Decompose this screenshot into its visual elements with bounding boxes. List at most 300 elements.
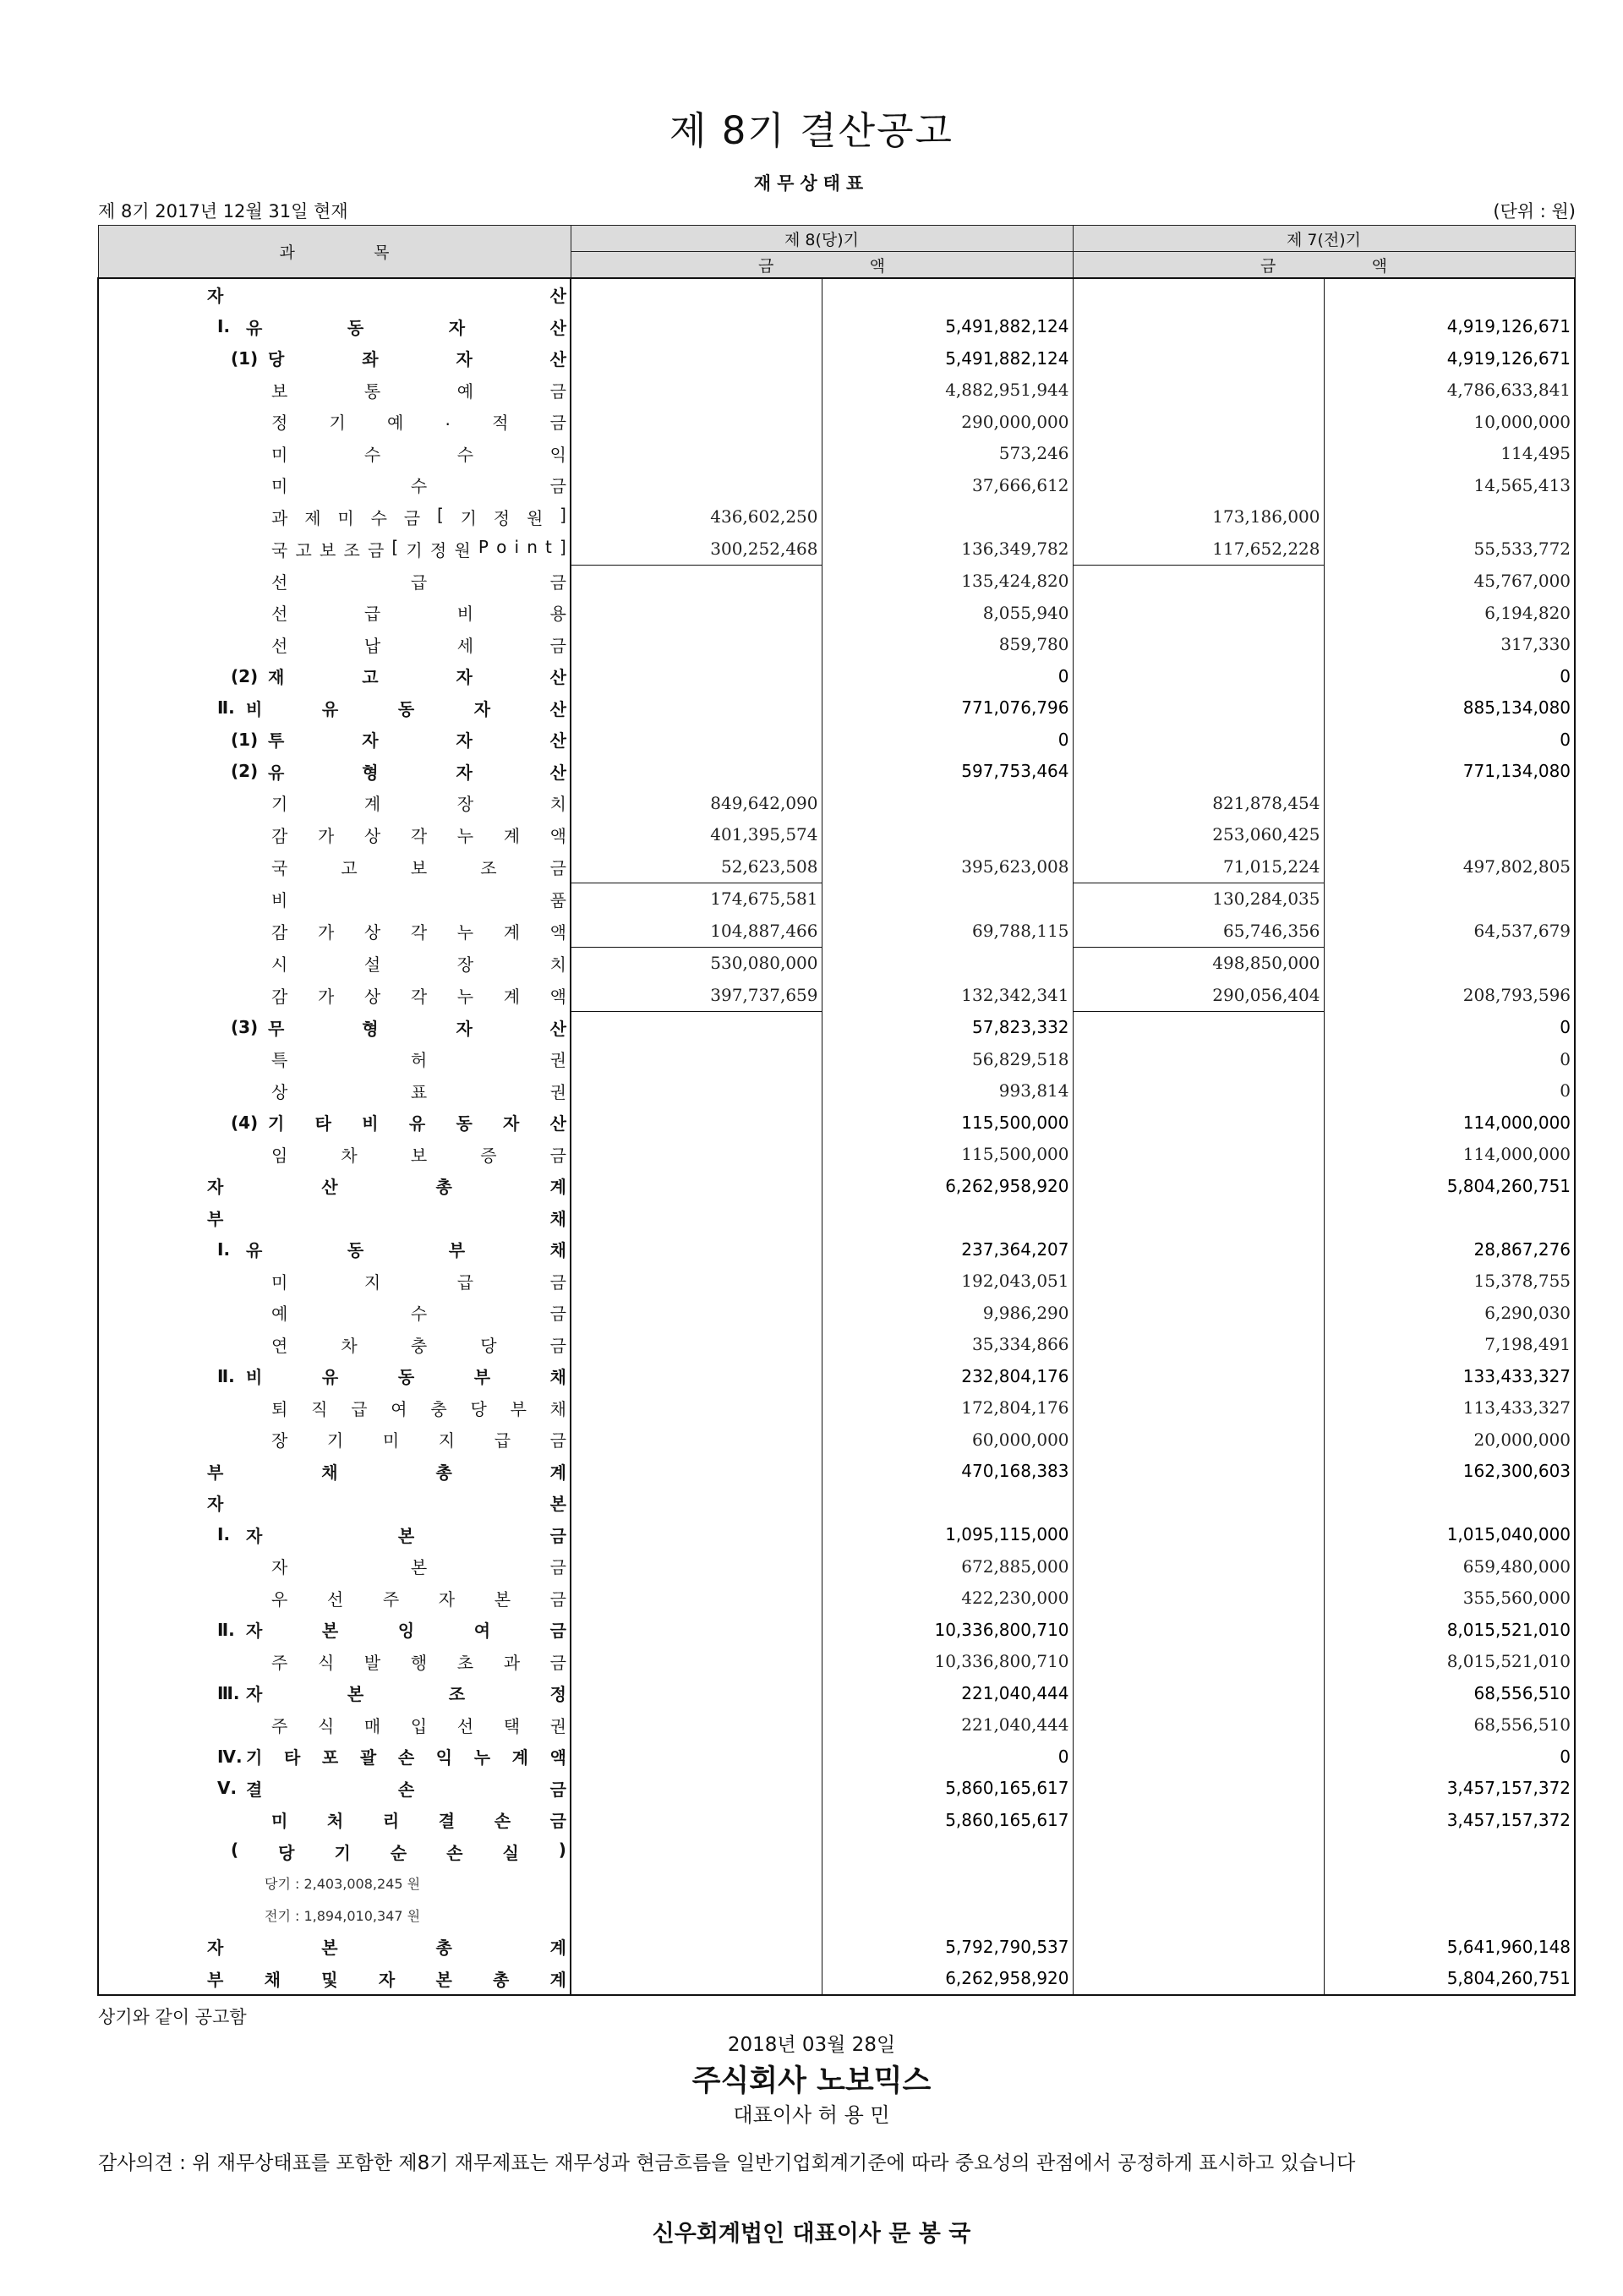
amount-cell (822, 787, 1073, 819)
amount-cell: 1,015,040,000 (1324, 1519, 1575, 1551)
table-row (98, 342, 1575, 374)
amount-cell: 133,433,327 (1324, 1360, 1575, 1392)
amount-cell (1073, 1043, 1324, 1075)
amount-cell: 28,867,276 (1324, 1233, 1575, 1266)
current-amount-header: 금 액 (571, 252, 1073, 279)
table-row (98, 915, 1575, 947)
row-label: (4) 기 타 비 유 동 자 산 (98, 1107, 571, 1139)
amount-cell: 4,786,633,841 (1324, 374, 1575, 407)
amount-cell (571, 1709, 822, 1741)
amount-cell: 221,040,444 (822, 1709, 1073, 1741)
amount-cell (571, 1867, 822, 1900)
current-period-header: 제 8(당)기 (571, 226, 1073, 252)
amount-cell (1073, 1550, 1324, 1583)
table-row (98, 501, 1575, 533)
row-label: 장 기 미 지 급 금 (98, 1424, 571, 1456)
amount-cell (1073, 1075, 1324, 1107)
amount-cell: 4,882,951,944 (822, 374, 1073, 407)
amount-cell: 573,246 (822, 438, 1073, 470)
row-label: Ⅰ. 자 본 금 (98, 1519, 571, 1551)
amount-cell: 135,424,820 (822, 565, 1073, 597)
amount-cell: 5,804,260,751 (1324, 1963, 1575, 1996)
amount-cell: 6,290,030 (1324, 1297, 1575, 1329)
amount-cell (822, 1867, 1073, 1900)
table-row (98, 1487, 1575, 1519)
amount-cell (571, 374, 822, 407)
table-row (98, 1170, 1575, 1202)
amount-cell (822, 1900, 1073, 1932)
amount-cell (1324, 947, 1575, 979)
amount-cell (1324, 1900, 1575, 1932)
row-label: 감 가 상 각 누 계 액 (98, 979, 571, 1011)
prior-amount-header: 금 액 (1073, 252, 1575, 279)
amount-cell (1073, 1646, 1324, 1678)
table-row (98, 1614, 1575, 1646)
table-row (98, 1963, 1575, 1996)
amount-cell (571, 565, 822, 597)
amount-cell (571, 1043, 822, 1075)
amount-cell: 232,804,176 (822, 1360, 1073, 1392)
amount-cell: 35,334,866 (822, 1329, 1073, 1361)
row-label: 연 차 충 당 금 (98, 1329, 571, 1361)
amount-cell (822, 501, 1073, 533)
table-row (98, 1773, 1575, 1805)
amount-cell: 397,737,659 (571, 979, 822, 1011)
amount-cell: 60,000,000 (822, 1424, 1073, 1456)
amount-cell (822, 1202, 1073, 1234)
table-row (98, 850, 1575, 883)
amount-cell (571, 469, 822, 501)
table-row (98, 565, 1575, 597)
amount-cell (571, 1139, 822, 1171)
amount-cell (1073, 1931, 1324, 1963)
amount-cell: 114,000,000 (1324, 1107, 1575, 1139)
amount-cell (571, 1329, 822, 1361)
row-label: 미 수 금 (98, 469, 571, 501)
row-label: (1) 투 자 자 산 (98, 724, 571, 756)
amount-cell (571, 1075, 822, 1107)
amount-cell: 14,565,413 (1324, 469, 1575, 501)
amount-cell (1073, 629, 1324, 661)
amount-cell (1324, 1202, 1575, 1234)
row-label: 미 처 리 결 손 금 (98, 1804, 571, 1836)
amount-cell (571, 724, 822, 756)
amount-cell (1073, 311, 1324, 343)
amount-cell: 10,000,000 (1324, 406, 1575, 438)
amount-cell: 672,885,000 (822, 1550, 1073, 1583)
table-row (98, 1075, 1575, 1107)
amount-cell (1324, 1836, 1575, 1868)
amount-cell: 395,623,008 (822, 850, 1073, 883)
table-row (98, 1836, 1575, 1868)
table-row (98, 1804, 1575, 1836)
amount-cell (571, 1550, 822, 1583)
amount-cell (571, 1677, 822, 1709)
row-label: 정 기 예 . 적 금 (98, 406, 571, 438)
amount-cell: 68,556,510 (1324, 1709, 1575, 1741)
table-row (98, 406, 1575, 438)
amount-cell: 130,284,035 (1073, 883, 1324, 915)
table-row (98, 692, 1575, 724)
amount-cell: 290,000,000 (822, 406, 1073, 438)
amount-cell (1073, 1392, 1324, 1424)
ceo-name: 대표이사 허 용 민 (733, 2103, 890, 2127)
table-row (98, 278, 1575, 311)
amount-cell (1073, 1202, 1324, 1234)
amount-cell (1073, 1233, 1324, 1266)
amount-cell (571, 1900, 822, 1932)
amount-cell: 5,860,165,617 (822, 1773, 1073, 1805)
amount-cell: 5,641,960,148 (1324, 1931, 1575, 1963)
table-row (98, 1392, 1575, 1424)
table-row (98, 1931, 1575, 1963)
amount-cell (1073, 692, 1324, 724)
table-row (98, 1043, 1575, 1075)
amount-cell: 7,198,491 (1324, 1329, 1575, 1361)
amount-cell: 114,000,000 (1324, 1139, 1575, 1171)
amount-cell (1073, 597, 1324, 629)
table-row (98, 1360, 1575, 1392)
row-label: (3) 무 형 자 산 (98, 1011, 571, 1043)
amount-cell (571, 1107, 822, 1139)
amount-cell: 57,823,332 (822, 1011, 1073, 1043)
amount-cell: 771,076,796 (822, 692, 1073, 724)
amount-cell: 771,134,080 (1324, 756, 1575, 788)
amount-cell (1073, 469, 1324, 501)
amount-cell (571, 1202, 822, 1234)
row-label: 주 식 발 행 초 과 금 (98, 1646, 571, 1678)
company-name: 주식회사 노보믹스 (691, 2064, 932, 2098)
table-row (98, 1233, 1575, 1266)
amount-cell (571, 1456, 822, 1488)
amount-cell (1073, 1424, 1324, 1456)
row-label: 특 허 권 (98, 1043, 571, 1075)
row-label: 시 설 장 치 (98, 947, 571, 979)
amount-cell (571, 1424, 822, 1456)
announcement-date: 2018년 03월 28일 (727, 2034, 896, 2056)
amount-cell (571, 1487, 822, 1519)
amount-cell: 6,262,958,920 (822, 1170, 1073, 1202)
row-label: 주 식 매 입 선 택 권 (98, 1709, 571, 1741)
amount-cell (1073, 1804, 1324, 1836)
audit-opinion: 감사의견 : 위 재무상태표를 포함한 제8기 재무제표는 재무성과 현금흐름을 일반기업회계기준에 따라 중요성의 관점에서 공정하게 표시하고 있습니다 (98, 2152, 1356, 2174)
row-label: 미 지 급 금 (98, 1266, 571, 1298)
table-row (98, 374, 1575, 407)
amount-cell: 821,878,454 (1073, 787, 1324, 819)
amount-cell: 498,850,000 (1073, 947, 1324, 979)
amount-cell (1073, 1867, 1324, 1900)
row-label: 우 선 주 자 본 금 (98, 1583, 571, 1615)
amount-cell (1073, 1170, 1324, 1202)
table-row (98, 1741, 1575, 1773)
amount-cell (571, 692, 822, 724)
amount-cell: 104,887,466 (571, 915, 822, 947)
row-label: 과 제 미 수 금 [ 기 정 원 ] (98, 501, 571, 533)
amount-cell: 1,095,115,000 (822, 1519, 1073, 1551)
amount-cell: 6,194,820 (1324, 597, 1575, 629)
amount-cell: 117,652,228 (1073, 533, 1324, 565)
amount-cell: 115,500,000 (822, 1107, 1073, 1139)
table-row (98, 1329, 1575, 1361)
amount-cell (1073, 406, 1324, 438)
amount-cell (1073, 1011, 1324, 1043)
row-label: 국 고 보 조 금 [ 기 정 원 P o i n t ] (98, 533, 571, 565)
table-row (98, 1107, 1575, 1139)
table-row (98, 660, 1575, 692)
amount-cell (571, 1297, 822, 1329)
amount-cell (571, 1963, 822, 1996)
row-label: 미 수 수 익 (98, 438, 571, 470)
amount-cell (1073, 1709, 1324, 1741)
amount-cell (571, 1266, 822, 1298)
amount-cell (1073, 1836, 1324, 1868)
row-label: 감 가 상 각 누 계 액 (98, 915, 571, 947)
amount-cell: 8,015,521,010 (1324, 1614, 1575, 1646)
amount-cell (571, 1804, 822, 1836)
amount-cell: 497,802,805 (1324, 850, 1575, 883)
row-label: 선 급 금 (98, 565, 571, 597)
row-label: Ⅰ. 유 동 부 채 (98, 1233, 571, 1266)
amount-cell (1073, 1456, 1324, 1488)
amount-cell (1073, 1583, 1324, 1615)
amount-cell: 174,675,581 (571, 883, 822, 915)
row-label: Ⅲ. 자 본 조 정 (98, 1677, 571, 1709)
amount-cell: 597,753,464 (822, 756, 1073, 788)
amount-cell (571, 1931, 822, 1963)
amount-cell: 0 (1324, 1011, 1575, 1043)
amount-cell (571, 1773, 822, 1805)
row-label: (2) 유 형 자 산 (98, 756, 571, 788)
auditor-name: 신우회계법인 대표이사 문 봉 국 (652, 2221, 971, 2247)
amount-cell: 885,134,080 (1324, 692, 1575, 724)
amount-cell (1073, 1487, 1324, 1519)
row-label: 자 본 (98, 1487, 571, 1519)
table-row (98, 1709, 1575, 1741)
table-row (98, 756, 1575, 788)
amount-cell: 55,533,772 (1324, 533, 1575, 565)
amount-cell (1324, 501, 1575, 533)
row-label: ( 당 기 순 손 실 ) (98, 1836, 571, 1868)
amount-cell: 5,491,882,124 (822, 342, 1073, 374)
amount-cell: 659,480,000 (1324, 1550, 1575, 1583)
announcement-note: 상기와 같이 공고함 (98, 2007, 247, 2027)
row-label: (1) 당 좌 자 산 (98, 342, 571, 374)
amount-cell: 136,349,782 (822, 533, 1073, 565)
row-label: Ⅱ. 비 유 동 부 채 (98, 1360, 571, 1392)
amount-cell: 993,814 (822, 1075, 1073, 1107)
row-label: 기 계 장 치 (98, 787, 571, 819)
amount-cell (1073, 1741, 1324, 1773)
amount-cell: 0 (1324, 1043, 1575, 1075)
table-row (98, 1867, 1575, 1900)
amount-cell (1324, 1867, 1575, 1900)
row-label: 부 채 (98, 1202, 571, 1234)
amount-cell: 5,491,882,124 (822, 311, 1073, 343)
amount-cell: 6,262,958,920 (822, 1963, 1073, 1996)
amount-cell: 317,330 (1324, 629, 1575, 661)
row-label: 선 급 비 용 (98, 597, 571, 629)
amount-cell: 173,186,000 (1073, 501, 1324, 533)
amount-cell (571, 438, 822, 470)
amount-cell (1073, 1519, 1324, 1551)
amount-cell: 208,793,596 (1324, 979, 1575, 1011)
amount-cell (571, 1360, 822, 1392)
amount-cell: 8,055,940 (822, 597, 1073, 629)
amount-cell: 0 (1324, 724, 1575, 756)
period-label: 제 8기 2017년 12월 31일 현재 (98, 201, 348, 221)
table-row (98, 1583, 1575, 1615)
amount-cell: 5,804,260,751 (1324, 1170, 1575, 1202)
amount-cell (571, 660, 822, 692)
amount-cell (822, 1487, 1073, 1519)
amount-cell: 9,986,290 (822, 1297, 1073, 1329)
table-row (98, 1202, 1575, 1234)
table-row (98, 1011, 1575, 1043)
amount-cell: 470,168,383 (822, 1456, 1073, 1488)
amount-cell (1324, 819, 1575, 851)
row-label: 부 채 총 계 (98, 1456, 571, 1488)
amount-cell (1073, 278, 1324, 311)
row-label: 상 표 권 (98, 1075, 571, 1107)
table-row (98, 1139, 1575, 1171)
table-row (98, 533, 1575, 565)
amount-cell (1073, 342, 1324, 374)
row-label: (2) 재 고 자 산 (98, 660, 571, 692)
amount-cell: 401,395,574 (571, 819, 822, 851)
table-row (98, 1646, 1575, 1678)
amount-cell (571, 1583, 822, 1615)
amount-cell (571, 406, 822, 438)
table-row (98, 724, 1575, 756)
amount-cell: 115,500,000 (822, 1139, 1073, 1171)
row-label: Ⅳ. 기 타 포 괄 손 익 누 계 액 (98, 1741, 571, 1773)
amount-cell: 52,623,508 (571, 850, 822, 883)
amount-cell (1073, 1900, 1324, 1932)
amount-cell (822, 883, 1073, 915)
row-label: Ⅰ. 유 동 자 산 (98, 311, 571, 343)
amount-cell: 114,495 (1324, 438, 1575, 470)
amount-cell (571, 1741, 822, 1773)
row-label: Ⅴ. 결 손 금 (98, 1773, 571, 1805)
amount-cell: 64,537,679 (1324, 915, 1575, 947)
row-label: 부 채 및 자 본 총 계 (98, 1963, 571, 1996)
amount-cell: 10,336,800,710 (822, 1614, 1073, 1646)
amount-cell: 0 (822, 660, 1073, 692)
table-row (98, 787, 1575, 819)
amount-cell (1324, 1487, 1575, 1519)
amount-cell: 37,666,612 (822, 469, 1073, 501)
amount-cell: 172,804,176 (822, 1392, 1073, 1424)
row-label: 자 산 (98, 278, 571, 311)
table-row (98, 1519, 1575, 1551)
table-row (98, 311, 1575, 343)
amount-cell: 4,919,126,671 (1324, 342, 1575, 374)
row-label: 예 수 금 (98, 1297, 571, 1329)
statement-subtitle: 재무상태표 (753, 173, 870, 194)
amount-cell (1073, 438, 1324, 470)
amount-cell (571, 1646, 822, 1678)
amount-cell (822, 947, 1073, 979)
prior-period-header: 제 7(전)기 (1073, 226, 1575, 252)
amount-cell: 15,378,755 (1324, 1266, 1575, 1298)
row-label: 선 납 세 금 (98, 629, 571, 661)
amount-cell: 530,080,000 (571, 947, 822, 979)
amount-cell: 4,919,126,671 (1324, 311, 1575, 343)
amount-cell (571, 1392, 822, 1424)
amount-cell: 192,043,051 (822, 1266, 1073, 1298)
row-label: 감 가 상 각 누 계 액 (98, 819, 571, 851)
amount-cell: 3,457,157,372 (1324, 1804, 1575, 1836)
amount-cell (822, 1836, 1073, 1868)
amount-cell (571, 1233, 822, 1266)
amount-cell: 3,457,157,372 (1324, 1773, 1575, 1805)
table-row (98, 883, 1575, 915)
amount-cell: 0 (1324, 1075, 1575, 1107)
amount-cell (571, 597, 822, 629)
row-label: 보 통 예 금 (98, 374, 571, 407)
amount-cell: 253,060,425 (1073, 819, 1324, 851)
amount-cell: 20,000,000 (1324, 1424, 1575, 1456)
amount-cell (571, 1011, 822, 1043)
amount-cell (1073, 660, 1324, 692)
table-row (98, 947, 1575, 979)
row-label: 임 차 보 증 금 (98, 1139, 571, 1171)
row-label: 자 본 총 계 (98, 1931, 571, 1963)
amount-cell: 65,746,356 (1073, 915, 1324, 947)
amount-cell: 436,602,250 (571, 501, 822, 533)
amount-cell: 113,433,327 (1324, 1392, 1575, 1424)
row-label: 당기 : 2,403,008,245 원 (98, 1867, 571, 1900)
amount-cell: 0 (1324, 1741, 1575, 1773)
amount-cell: 162,300,603 (1324, 1456, 1575, 1488)
amount-cell: 237,364,207 (822, 1233, 1073, 1266)
amount-cell (1073, 1107, 1324, 1139)
subject-header: 과 목 (98, 226, 571, 279)
amount-cell: 69,788,115 (822, 915, 1073, 947)
amount-cell: 45,767,000 (1324, 565, 1575, 597)
page-title: 제 8기 결산공고 (669, 108, 954, 153)
amount-cell (1324, 278, 1575, 311)
amount-cell: 5,860,165,617 (822, 1804, 1073, 1836)
row-label: 전기 : 1,894,010,347 원 (98, 1900, 571, 1932)
amount-cell: 8,015,521,010 (1324, 1646, 1575, 1678)
balance-sheet-table (97, 225, 1576, 1996)
amount-cell: 10,336,800,710 (822, 1646, 1073, 1678)
row-label: 비 품 (98, 883, 571, 915)
row-label: 국 고 보 조 금 (98, 850, 571, 883)
amount-cell (1073, 1266, 1324, 1298)
amount-cell: 290,056,404 (1073, 979, 1324, 1011)
table-row (98, 1550, 1575, 1583)
amount-cell (1073, 1963, 1324, 1996)
table-row (98, 438, 1575, 470)
amount-cell (1073, 756, 1324, 788)
amount-cell (1324, 787, 1575, 819)
amount-cell (1073, 1139, 1324, 1171)
table-row (98, 1456, 1575, 1488)
amount-cell: 71,015,224 (1073, 850, 1324, 883)
amount-cell (571, 311, 822, 343)
table-row (98, 819, 1575, 851)
amount-cell (822, 278, 1073, 311)
amount-cell (1073, 724, 1324, 756)
amount-cell (1073, 565, 1324, 597)
amount-cell (822, 819, 1073, 851)
amount-cell (1073, 1677, 1324, 1709)
amount-cell: 355,560,000 (1324, 1583, 1575, 1615)
amount-cell: 0 (822, 724, 1073, 756)
amount-cell: 0 (822, 1741, 1073, 1773)
